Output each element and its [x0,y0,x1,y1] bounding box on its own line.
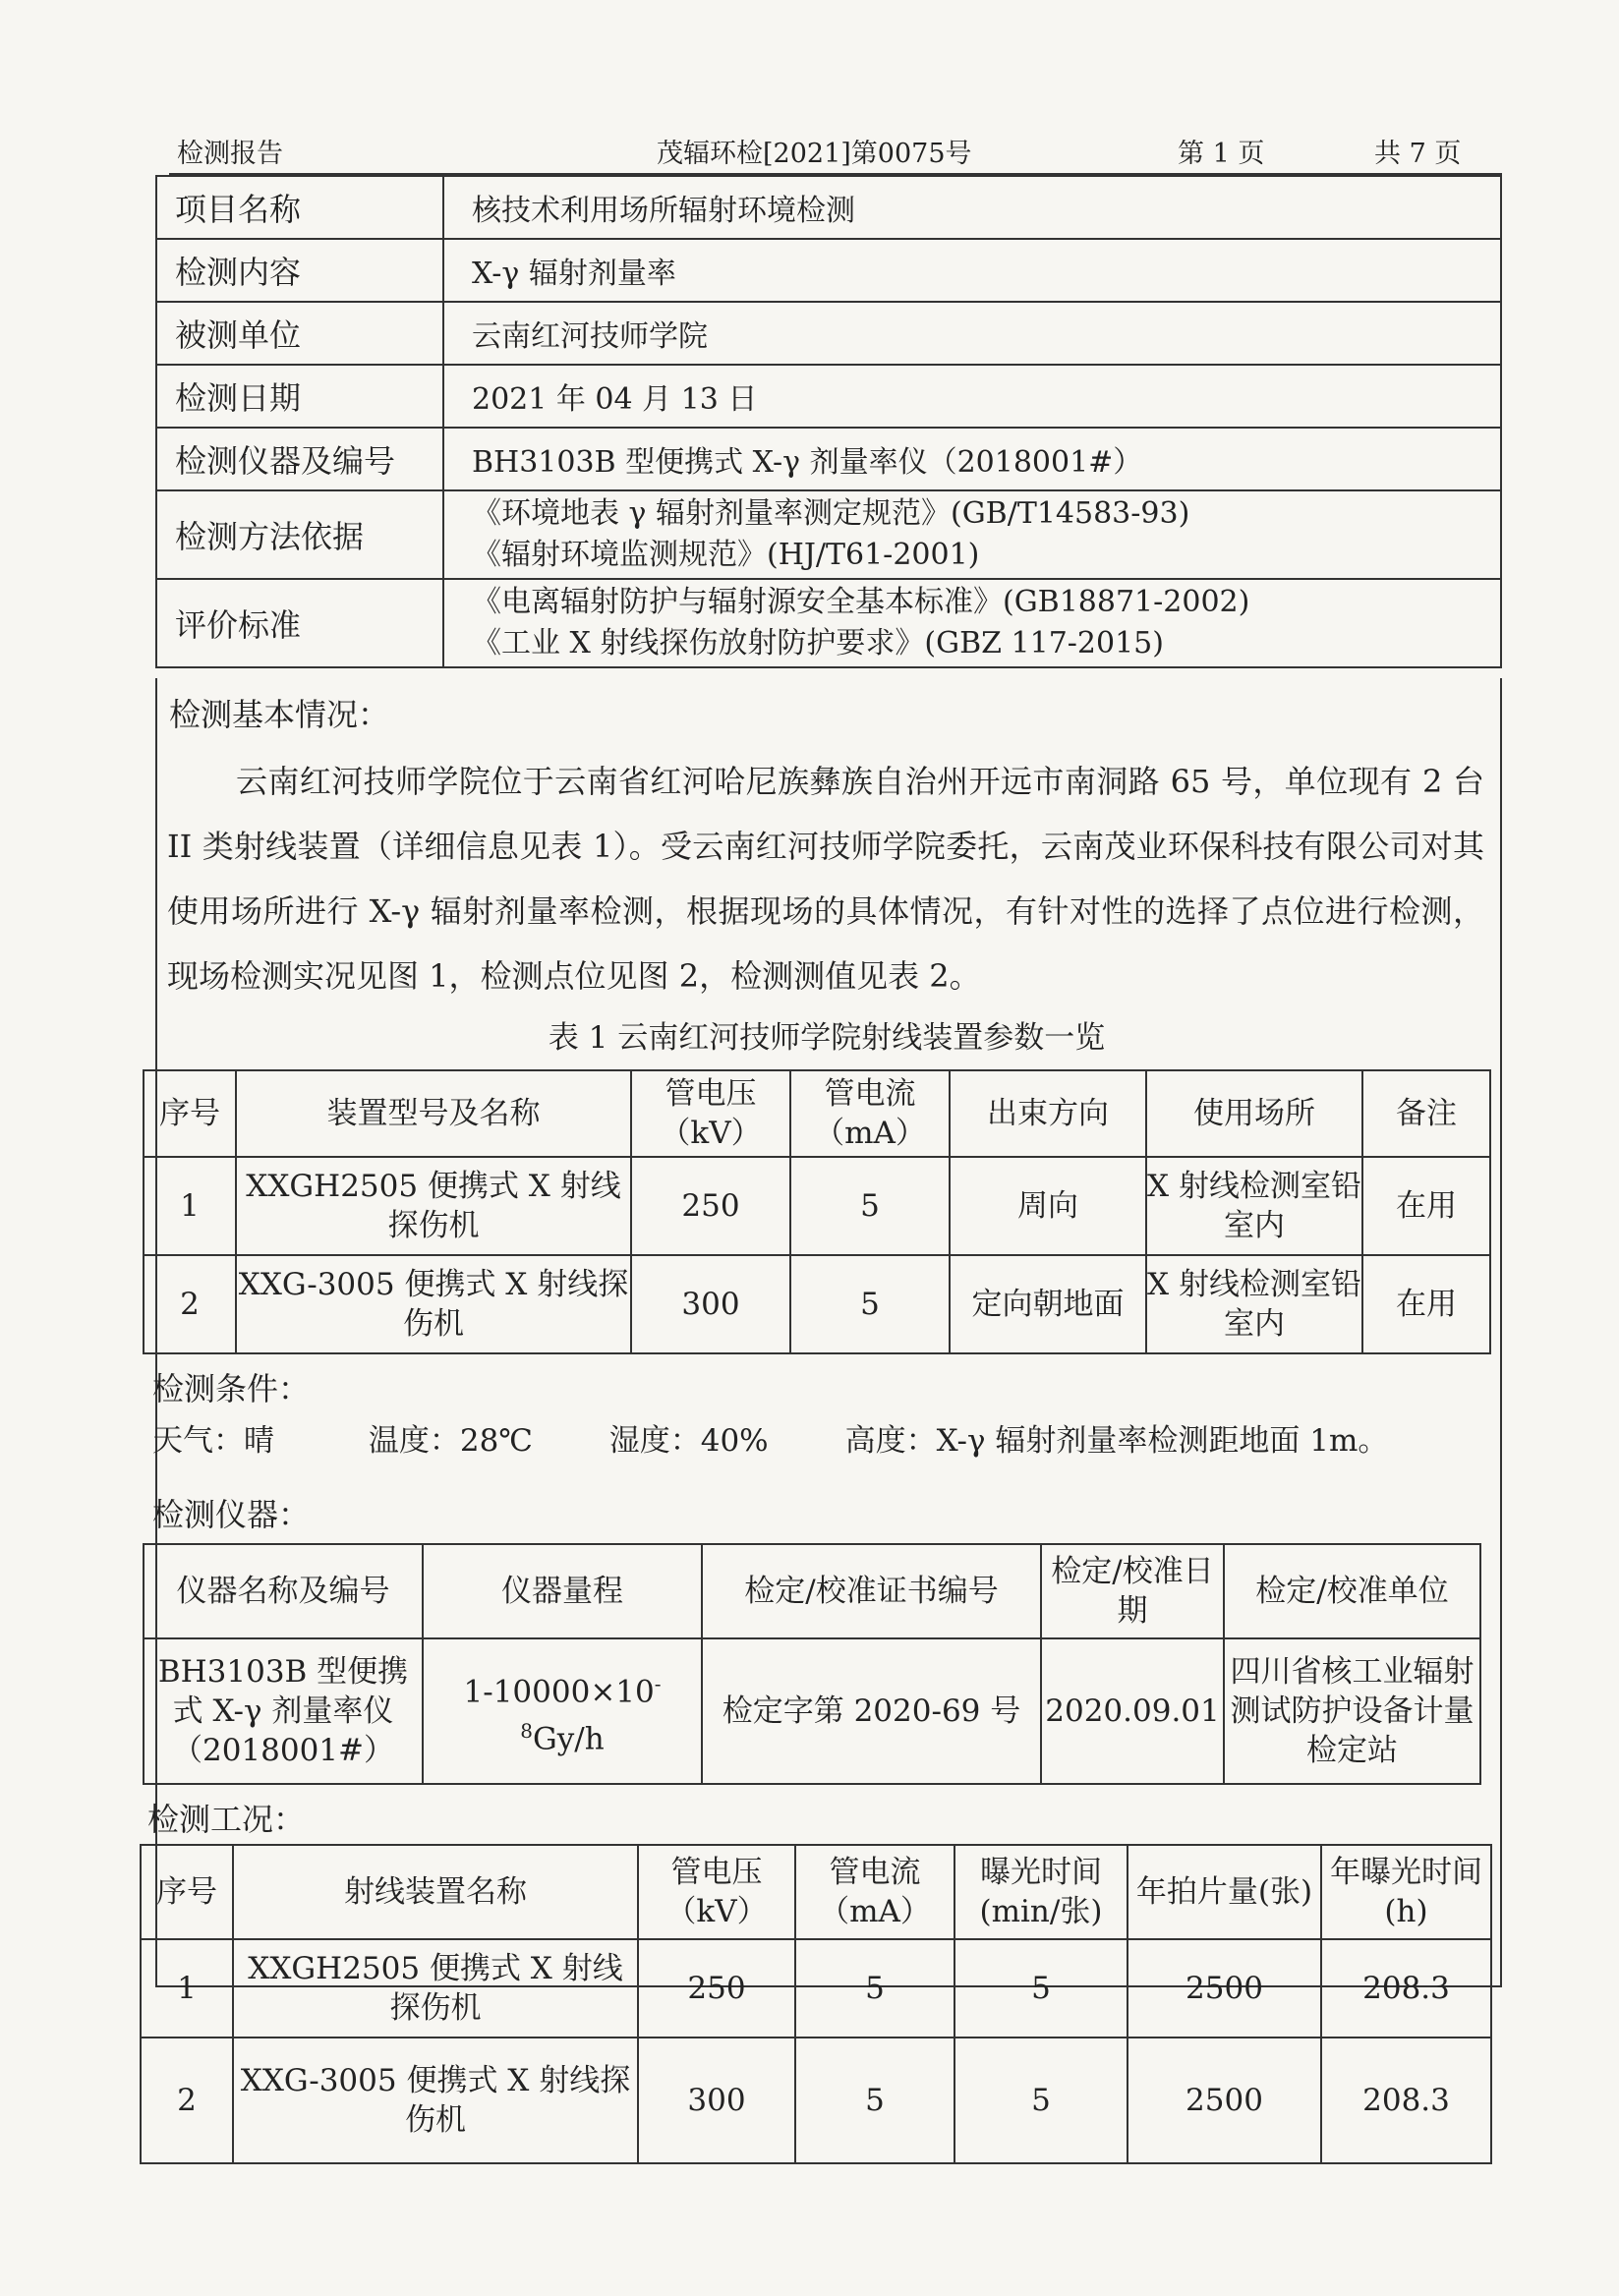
table-cell: 2500 [1128,1939,1321,2038]
column-header: 曝光时间(min/张) [954,1845,1128,1939]
table-cell: 定向朝地面 [950,1255,1146,1353]
table-row [141,1939,1491,2038]
column-header: 年曝光时间(h) [1321,1845,1491,1939]
column-header: 备注 [1362,1070,1490,1157]
table-cell: 5 [795,2038,954,2163]
header-report-label: 检测报告 [177,139,283,169]
table-cell: XXG-3005 便携式 X 射线探伤机 [233,2038,638,2163]
field-label: 项目名称 [156,176,443,239]
table-row [156,490,1501,579]
column-header: 装置型号及名称 [236,1070,631,1157]
column-header: 序号 [141,1845,233,1939]
table-cell: XXGH2505 便携式 X 射线探伤机 [233,1939,638,2038]
column-header: 管电流（mA） [795,1845,954,1939]
table-cell: X 射线检测室铅室内 [1146,1255,1362,1353]
table-cell: BH3103B 型便携式 X-γ 剂量率仪（2018001#） [144,1638,423,1784]
column-header: 序号 [144,1070,236,1157]
header-report-number: 茂辐环检[2021]第0075号 [657,139,972,169]
standard-line: 《工业 X 射线探伤放射防护要求》(GBZ 117-2015) [472,626,1164,660]
table-cell: 检定字第 2020-69 号 [702,1638,1041,1784]
table-cell: 在用 [1362,1255,1490,1353]
table-cell: 300 [638,2038,795,2163]
table-cell: 250 [638,1939,795,2038]
table-cell: XXG-3005 便携式 X 射线探伤机 [236,1255,631,1353]
table-row [156,239,1501,302]
field-value [443,579,1501,667]
field-label: 检测方法依据 [156,490,443,579]
table-cell: X 射线检测室铅室内 [1146,1157,1362,1255]
table-cell: 208.3 [1321,1939,1491,2038]
project-info-table [155,175,1502,668]
column-header: 仪器量程 [423,1544,702,1638]
column-header: 管电流（mA） [790,1070,950,1157]
range-exponent: -8 [520,1671,662,1743]
table-header-row [144,1070,1490,1157]
table-row [156,428,1501,490]
table-cell: XXGH2505 便携式 X 射线探伤机 [236,1157,631,1255]
field-value [443,490,1501,579]
table-cell: 2 [141,2038,233,2163]
field-label: 被测单位 [156,302,443,365]
field-value: BH3103B 型便携式 X-γ 剂量率仪（2018001#） [443,428,1501,490]
section-title: 检测基本情况： [169,696,390,733]
column-header: 管电压（kV） [631,1070,790,1157]
field-label: 检测日期 [156,365,443,428]
table-row [141,2038,1491,2163]
field-value: 核技术利用场所辐射环境检测 [443,176,1501,239]
table-cell: 208.3 [1321,2038,1491,2163]
weather-text: 天气：晴 [152,1423,274,1459]
table-cell: 2 [144,1255,236,1353]
table-row [156,176,1501,239]
column-header: 检定/校准日期 [1041,1544,1224,1638]
field-label: 评价标准 [156,579,443,667]
table-row [156,579,1501,667]
field-value: 云南红河技师学院 [443,302,1501,365]
table-cell: 250 [631,1157,790,1255]
temperature-text: 温度：28℃ [368,1423,533,1459]
table-row [144,1638,1480,1784]
table-cell: 5 [954,2038,1128,2163]
table-cell [423,1638,702,1784]
table-cell: 2500 [1128,2038,1321,2163]
conditions-title: 检测条件： [152,1370,311,1407]
column-header: 使用场所 [1146,1070,1362,1157]
height-text: 高度：X-γ 辐射剂量率检测距地面 1m。 [844,1423,1389,1459]
table-cell: 5 [790,1157,950,1255]
table-cell: 5 [954,1939,1128,2038]
table-caption: 表 1 云南红河技师学院射线装置参数一览 [548,1020,1106,1056]
table-row [144,1255,1490,1353]
column-header: 出束方向 [950,1070,1146,1157]
column-header: 检定/校准单位 [1224,1544,1480,1638]
header-page-number: 第 1 页 [1178,139,1265,169]
field-label: 检测仪器及编号 [156,428,443,490]
instrument-table [143,1543,1481,1785]
column-header: 年拍片量(张) [1128,1845,1321,1939]
header-total-pages: 共 7 页 [1374,139,1462,169]
equipment-table [143,1069,1491,1354]
table-cell: 1 [144,1157,236,1255]
table-cell: 300 [631,1255,790,1353]
table-row [156,365,1501,428]
table-cell: 2020.09.01 [1041,1638,1224,1784]
working-conditions-table [140,1844,1492,2164]
conditions-line [152,1415,1388,1460]
standard-line: 《环境地表 γ 辐射剂量率测定规范》(GB/T14583-93) [472,496,1190,531]
working-conditions-title: 检测工况： [147,1801,306,1838]
field-label: 检测内容 [156,239,443,302]
instrument-title: 检测仪器： [152,1496,311,1533]
column-header: 检定/校准证书编号 [702,1544,1041,1638]
table-cell: 在用 [1362,1157,1490,1255]
table-cell: 周向 [950,1157,1146,1255]
page-header [175,132,1473,171]
basic-info-paragraph: 云南红河技师学院位于云南省红河哈尼族彝族自治州开远市南洞路 65 号，单位现有 2 台 II 类射线装置（详细信息见表 1）。受云南红河技师学院委托，云南茂业环保科技有限公司对其使用场所进行 X-γ 辐射剂量率检测，根据现场的具体情况，有针对性的选择了点位进行检测，现场检测实况见图 1，检测点位见图 2，检测测值见表 2。 [167,763,1484,995]
table-row [156,302,1501,365]
range-prefix: 1-10000×10 [463,1674,655,1709]
humidity-text: 湿度：40% [608,1423,769,1459]
standard-line: 《辐射环境监测规范》(HJ/T61-2001) [472,538,980,572]
range-unit: Gy/h [533,1721,605,1757]
table-row [144,1157,1490,1255]
column-header: 仪器名称及编号 [144,1544,423,1638]
table-header-row [144,1544,1480,1638]
standard-line: 《电离辐射防护与辐射源安全基本标准》(GB18871-2002) [472,585,1250,619]
column-header: 射线装置名称 [233,1845,638,1939]
field-value: X-γ 辐射剂量率 [443,239,1501,302]
field-value: 2021 年 04 月 13 日 [443,365,1501,428]
table-cell: 5 [795,1939,954,2038]
column-header: 管电压（kV） [638,1845,795,1939]
table-cell: 5 [790,1255,950,1353]
table-header-row [141,1845,1491,1939]
table-cell: 1 [141,1939,233,2038]
table-cell: 四川省核工业辐射测试防护设备计量检定站 [1224,1638,1480,1784]
